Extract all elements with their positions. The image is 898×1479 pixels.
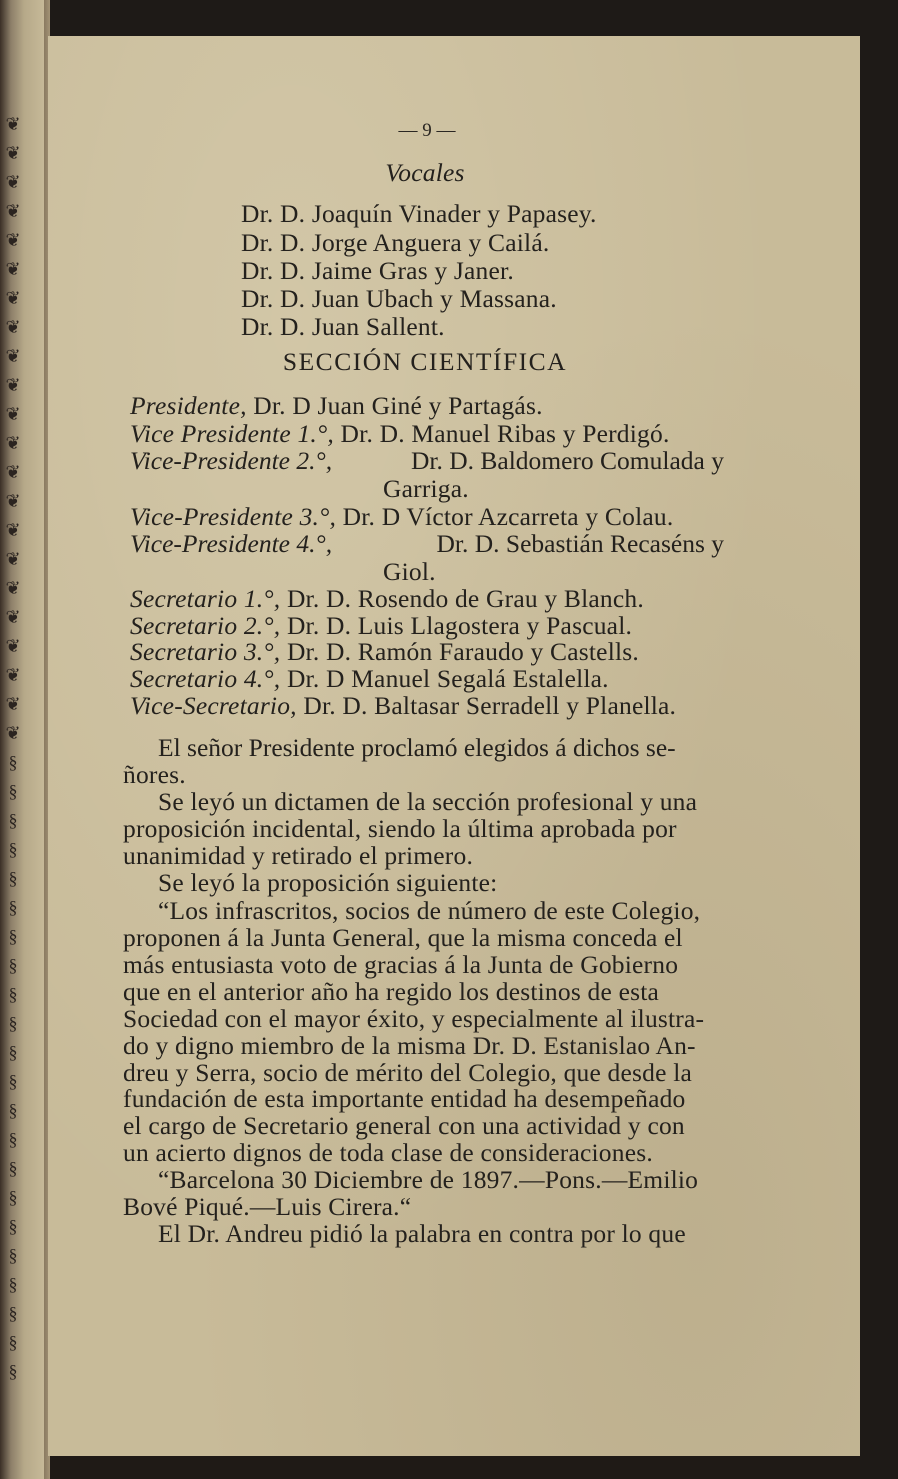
body-line: El Dr. Andreu pidió la palabra en contra por lo que <box>158 1219 686 1248</box>
officer-role: Secretario 3.°, <box>130 637 281 666</box>
officer-role: Secretario 2.°, <box>130 611 281 640</box>
officer-entry <box>130 637 639 667</box>
officer-name: Dr. D Manuel Segalá Estalella. <box>286 664 609 693</box>
officer-entry <box>130 584 644 614</box>
vocal-member: Dr. D. Juan Sallent. <box>241 312 445 341</box>
body-line: que en el anterior año ha regido los destinos de esta <box>123 977 660 1006</box>
body-line: el cargo de Secretario general con una actividad y con <box>123 1111 685 1140</box>
body-line: dreu y Serra, socio de mérito del Colegio, que desde la <box>123 1058 692 1087</box>
body-line: unanimidad y retirado el primero. <box>123 841 474 870</box>
officer-entry <box>130 664 609 694</box>
seccion-heading: SECCIÓN CIENTÍFICA <box>282 347 568 376</box>
body-line: fundación de esta importante entidad ha desempeñado <box>123 1084 686 1113</box>
officer-name: Dr. D Juan Giné y Partagás. <box>253 391 543 420</box>
officer-role: Vice-Presidente 4.°, <box>130 529 333 558</box>
page-number: — 9 — <box>398 120 456 141</box>
vocal-member: Dr. D. Jaime Gras y Janer. <box>241 256 514 285</box>
officer-entry <box>130 502 673 532</box>
body-line: Bové Piqué.—Luis Cirera.“ <box>123 1192 412 1221</box>
officer-name: Dr. D. Ramón Faraudo y Castells. <box>286 637 639 666</box>
officer-name-continued: Garriga. <box>383 474 469 503</box>
officer-entry <box>130 446 724 476</box>
body-line: proposición incidental, siendo la última aprobada por <box>123 814 677 843</box>
officer-entry <box>130 419 670 449</box>
officer-entry <box>130 529 724 559</box>
officer-role: Secretario 4.°, <box>130 664 281 693</box>
officer-name: Dr. D. Luis Llagostera y Pascual. <box>286 611 633 640</box>
officer-name: Dr. D. Manuel Ribas y Perdigó. <box>340 419 670 448</box>
officer-role: Secretario 1.°, <box>130 584 281 613</box>
body-line: “Los infrascritos, socios de número de este Colegio, <box>158 896 701 925</box>
body-line: Se leyó la proposición siguiente: <box>158 868 498 897</box>
vocales-heading: Vocales <box>385 158 465 187</box>
scan-background-top <box>0 0 898 36</box>
body-line: do y digno miembro de la misma Dr. D. Estanislao An- <box>123 1031 696 1060</box>
vocal-member: Dr. D. Juan Ubach y Massana. <box>241 284 557 313</box>
officer-role: Vice-Presidente 2.°, <box>130 446 333 475</box>
officer-name: Dr. D. Sebastián Recaséns y <box>436 529 724 558</box>
body-line: un acierto dignos de toda clase de consideraciones. <box>123 1138 653 1167</box>
binding-ornament: ❦ ❦ ❦ ❦ ❦ ❦ ❦ ❦ ❦ ❦ ❦ ❦ ❦ ❦ ❦ ❦ ❦ ❦ ❦ ❦ ❦ ❦ § § § § § § § § § § § § § § § § § § § § § § <box>5 114 21 1381</box>
officer-name: Dr. D. Baldomero Comulada y <box>410 446 724 475</box>
officer-role: Vice Presidente 1.°, <box>130 419 334 448</box>
officer-role: Vice-Presidente 3.°, <box>130 502 337 531</box>
vocal-member: Dr. D. Joaquín Vinader y Papasey. <box>241 199 597 228</box>
body-line: Se leyó un dictamen de la sección profesional y una <box>158 787 698 816</box>
body-line: El señor Presidente proclamó elegidos á dichos se- <box>158 733 676 762</box>
officer-name: Dr. D Víctor Azcarreta y Colau. <box>342 502 674 531</box>
officer-role: Presidente, <box>130 391 247 420</box>
body-line: Sociedad con el mayor éxito, y especialmente al ilustra- <box>123 1004 705 1033</box>
body-line: más entusiasta voto de gracias á la Junta de Gobierno <box>123 950 679 979</box>
officer-name-continued: Giol. <box>383 557 436 586</box>
body-line: proponen á la Junta General, que la misma conceda el <box>123 923 683 952</box>
body-line: ñores. <box>123 760 186 789</box>
officer-entry <box>130 691 676 721</box>
officer-entry <box>130 391 543 421</box>
officer-name: Dr. D. Rosendo de Grau y Blanch. <box>286 584 644 613</box>
body-line: “Barcelona 30 Diciembre de 1897.—Pons.—Emilio <box>158 1165 699 1194</box>
officer-name: Dr. D. Baltasar Serradell y Planella. <box>303 691 677 720</box>
officer-role: Vice-Secretario, <box>130 691 297 720</box>
scan-background-right <box>860 0 898 1479</box>
vocal-member: Dr. D. Jorge Anguera y Cailá. <box>241 228 550 257</box>
